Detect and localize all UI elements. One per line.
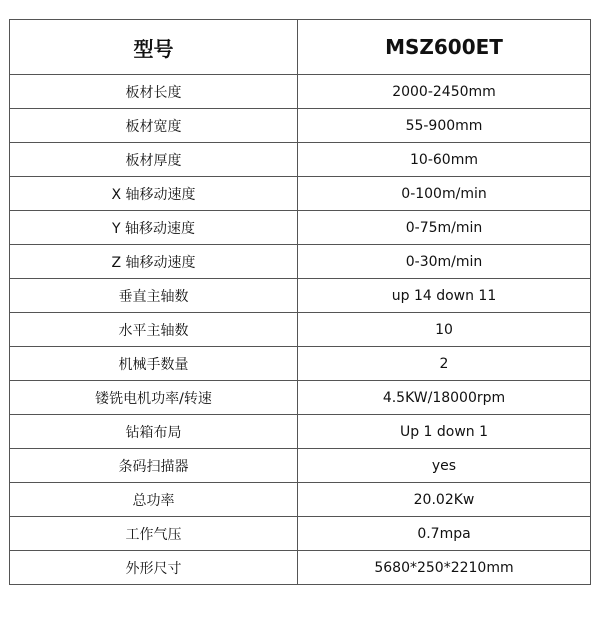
header-label: 型号 — [10, 20, 298, 75]
table-row — [10, 415, 591, 449]
row-value: 5680*250*2210mm — [298, 551, 591, 585]
row-label: 工作气压 — [10, 517, 298, 551]
table-row — [10, 551, 591, 585]
row-label: 板材厚度 — [10, 143, 298, 177]
table-row — [10, 143, 591, 177]
row-label: 钻箱布局 — [10, 415, 298, 449]
table-row — [10, 245, 591, 279]
row-value: 10-60mm — [298, 143, 591, 177]
row-label: 板材宽度 — [10, 109, 298, 143]
row-label: X 轴移动速度 — [10, 177, 298, 211]
row-label: 条码扫描器 — [10, 449, 298, 483]
table-row — [10, 483, 591, 517]
row-label: 外形尺寸 — [10, 551, 298, 585]
table-row — [10, 177, 591, 211]
row-value: 10 — [298, 313, 591, 347]
row-value: 0-75m/min — [298, 211, 591, 245]
row-value: up 14 down 11 — [298, 279, 591, 313]
table-row — [10, 449, 591, 483]
row-value: 2 — [298, 347, 591, 381]
table-row — [10, 347, 591, 381]
table-row — [10, 381, 591, 415]
row-value: 0-100m/min — [298, 177, 591, 211]
row-label: 板材长度 — [10, 75, 298, 109]
row-value: 2000-2450mm — [298, 75, 591, 109]
row-value: 4.5KW/18000rpm — [298, 381, 591, 415]
row-value: 55-900mm — [298, 109, 591, 143]
row-label: 水平主轴数 — [10, 313, 298, 347]
row-label: 镂铣电机功率/转速 — [10, 381, 298, 415]
row-label: 总功率 — [10, 483, 298, 517]
row-label: Y 轴移动速度 — [10, 211, 298, 245]
table-row — [10, 313, 591, 347]
table-row — [10, 279, 591, 313]
table-row — [10, 517, 591, 551]
table-row — [10, 211, 591, 245]
table-row — [10, 109, 591, 143]
row-value: 0.7mpa — [298, 517, 591, 551]
row-value: Up 1 down 1 — [298, 415, 591, 449]
row-label: Z 轴移动速度 — [10, 245, 298, 279]
row-value: 20.02Kw — [298, 483, 591, 517]
spec-table — [9, 19, 591, 585]
row-label: 垂直主轴数 — [10, 279, 298, 313]
table-header-row — [10, 20, 591, 75]
header-value: MSZ600ET — [298, 20, 591, 75]
row-value: 0-30m/min — [298, 245, 591, 279]
row-label: 机械手数量 — [10, 347, 298, 381]
table-row — [10, 75, 591, 109]
row-value: yes — [298, 449, 591, 483]
